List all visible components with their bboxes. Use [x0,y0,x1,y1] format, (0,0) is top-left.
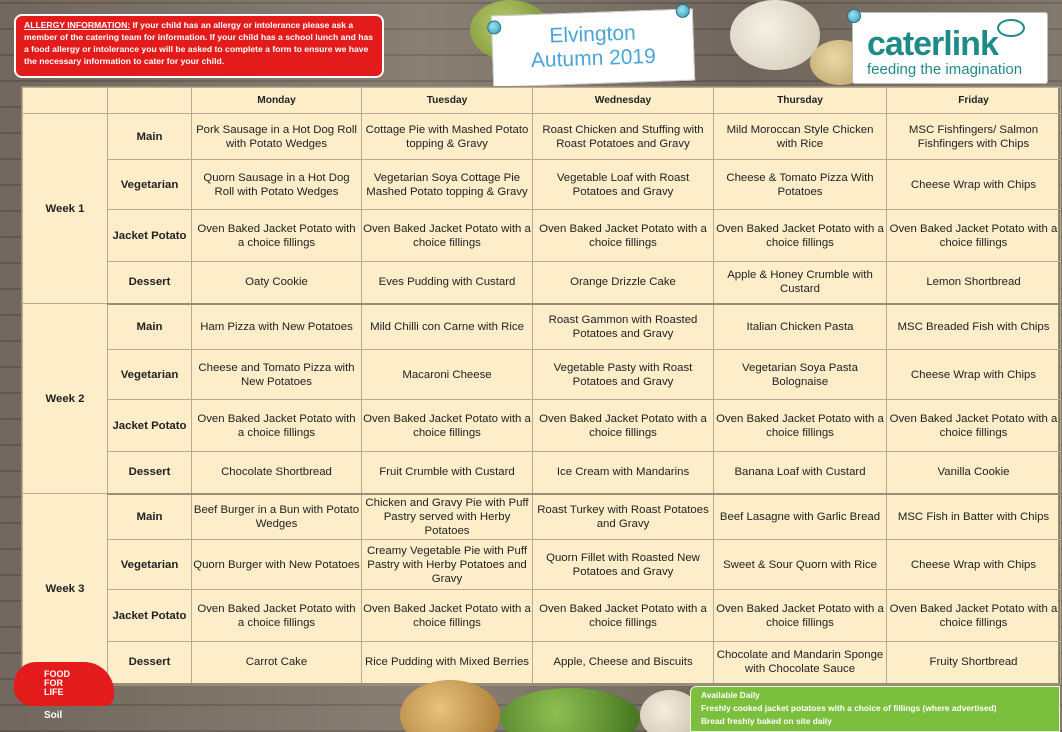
category-label: Main [108,114,192,160]
menu-item: Oven Baked Jacket Potato with a choice fillings [192,590,362,642]
menu-item: Mild Moroccan Style Chicken with Rice [714,114,887,160]
menu-item: Oven Baked Jacket Potato with a choice fillings [192,400,362,452]
menu-item: Cheese Wrap with Chips [887,350,1061,400]
menu-item: Creamy Vegetable Pie with Puff Pastry with Herby Potatoes and Gravy [362,540,533,590]
menu-item: Vegetable Loaf with Roast Potatoes and Gravy [533,160,714,210]
menu-item: Fruit Crumble with Custard [362,452,533,494]
food-for-life-logo [14,662,124,724]
speech-bubble-icon [997,19,1025,37]
menu-row [23,210,1061,262]
menu-item: Vegetable Pasty with Roast Potatoes and Gravy [533,350,714,400]
menu-item: Oven Baked Jacket Potato with a choice fillings [887,400,1061,452]
category-label: Dessert [108,452,192,494]
menu-item: Roast Chicken and Stuffing with Roast Potatoes and Gravy [533,114,714,160]
menu-item: Chocolate and Mandarin Sponge with Chocolate Sauce [714,642,887,684]
menu-item: MSC Fish in Batter with Chips [887,494,1061,540]
menu-item: Oven Baked Jacket Potato with a choice fillings [714,590,887,642]
menu-row [23,494,1061,540]
menu-table-container [21,86,1059,686]
available-heading: Available Daily [701,690,760,700]
category-label: Jacket Potato [108,210,192,262]
category-label: Vegetarian [108,160,192,210]
day-header: Tuesday [362,88,533,114]
pin-icon [847,9,861,23]
available-line: Freshly cooked jacket potatoes with a choice of fillings (where advertised) [701,703,997,713]
menu-item: Oven Baked Jacket Potato with a choice fillings [362,590,533,642]
menu-item: Macaroni Cheese [362,350,533,400]
menu-body [23,114,1061,684]
menu-item: Pork Sausage in a Hot Dog Roll with Potato Wedges [192,114,362,160]
menu-row [23,160,1061,210]
menu-item: Roast Turkey with Roast Potatoes and Gravy [533,494,714,540]
week-label: Week 2 [23,304,108,494]
category-label: Vegetarian [108,540,192,590]
menu-item: Cheese Wrap with Chips [887,160,1061,210]
category-label: Main [108,494,192,540]
menu-item: Vegetarian Soya Pasta Bolognaise [714,350,887,400]
category-label: Dessert [108,262,192,304]
allergy-heading: ALLERGY INFORMATION: [24,20,131,30]
vegetable-decoration [730,0,820,70]
menu-row [23,400,1061,452]
available-daily-box [690,686,1060,732]
category-label: Vegetarian [108,350,192,400]
menu-item: Apple & Honey Crumble with Custard [714,262,887,304]
menu-item: Banana Loaf with Custard [714,452,887,494]
menu-item: Oven Baked Jacket Potato with a choice fillings [533,400,714,452]
menu-item: Cheese Wrap with Chips [887,540,1061,590]
menu-item: Quorn Burger with New Potatoes [192,540,362,590]
header-blank [108,88,192,114]
menu-item: Rice Pudding with Mixed Berries [362,642,533,684]
menu-title-card [491,8,695,87]
menu-item: Apple, Cheese and Biscuits [533,642,714,684]
menu-item: Cheese and Tomato Pizza with New Potatoes [192,350,362,400]
menu-row [23,114,1061,160]
menu-item: Oven Baked Jacket Potato with a choice fillings [362,210,533,262]
menu-row [23,642,1061,684]
menu-row [23,304,1061,350]
menu-table [22,87,1061,685]
vegetable-decoration [500,688,640,732]
week-label: Week 1 [23,114,108,304]
menu-item: Roast Gammon with Roasted Potatoes and Gravy [533,304,714,350]
menu-item: Beef Lasagne with Garlic Bread [714,494,887,540]
menu-row [23,590,1061,642]
menu-item: Oven Baked Jacket Potato with a choice fillings [192,210,362,262]
logo-text: FOOD FOR LIFE [44,669,70,697]
menu-item: Orange Drizzle Cake [533,262,714,304]
menu-item: Chicken and Gravy Pie with Puff Pastry served with Herby Potatoes [362,494,533,540]
menu-item: Quorn Fillet with Roasted New Potatoes and Gravy [533,540,714,590]
menu-item: Oven Baked Jacket Potato with a choice fillings [533,590,714,642]
category-label: Main [108,304,192,350]
menu-item: Oven Baked Jacket Potato with a choice fillings [714,210,887,262]
menu-item: MSC Fishfingers/ Salmon Fishfingers with Chips [887,114,1061,160]
menu-item: Chocolate Shortbread [192,452,362,494]
menu-season: Autumn 2019 [530,44,657,73]
menu-item: MSC Breaded Fish with Chips [887,304,1061,350]
menu-item: Vegetarian Soya Cottage Pie Mashed Potato topping & Gravy [362,160,533,210]
menu-item: Cheese & Tomato Pizza With Potatoes [714,160,887,210]
school-name: Elvington [548,21,637,48]
caterlink-logo [852,12,1048,84]
menu-item: Carrot Cake [192,642,362,684]
menu-item: Oven Baked Jacket Potato with a choice fillings [714,400,887,452]
day-header-row [23,88,1061,114]
menu-item: Italian Chicken Pasta [714,304,887,350]
menu-item: Oven Baked Jacket Potato with a choice fillings [533,210,714,262]
day-header: Wednesday [533,88,714,114]
menu-row [23,350,1061,400]
menu-item: Lemon Shortbread [887,262,1061,304]
menu-item: Oven Baked Jacket Potato with a choice fillings [887,210,1061,262]
menu-item: Sweet & Sour Quorn with Rice [714,540,887,590]
menu-item: Cottage Pie with Mashed Potato topping & Gravy [362,114,533,160]
menu-item: Mild Chilli con Carne with Rice [362,304,533,350]
brand-tagline: feeding the imagination [867,61,1023,78]
menu-item: Fruity Shortbread [887,642,1061,684]
pin-icon [676,4,690,18]
available-line: Bread freshly baked on site daily [701,716,832,726]
menu-item: Vanilla Cookie [887,452,1061,494]
allergy-text: If your child has an allergy or intolerance please ask a member of the catering team for information. If your child has a school lunch and has a food allergy or intolerance you will be asked to complete a form to ensure we have the necessary information to cater for your child. [24,20,374,66]
category-label: Jacket Potato [108,590,192,642]
week-label: Week 3 [23,494,108,684]
day-header: Friday [887,88,1061,114]
category-label: Dessert [108,642,192,684]
menu-item: Oven Baked Jacket Potato with a choice fillings [887,590,1061,642]
menu-row [23,262,1061,304]
logo-soil-text: Soil [44,710,63,721]
allergy-info-box [14,14,384,78]
header-blank [23,88,108,114]
menu-row [23,540,1061,590]
menu-item: Oven Baked Jacket Potato with a choice fillings [362,400,533,452]
vegetable-decoration [400,680,500,732]
menu-item: Oaty Cookie [192,262,362,304]
day-header: Thursday [714,88,887,114]
menu-item: Ice Cream with Mandarins [533,452,714,494]
menu-item: Eves Pudding with Custard [362,262,533,304]
menu-item: Ham Pizza with New Potatoes [192,304,362,350]
category-label: Jacket Potato [108,400,192,452]
menu-item: Quorn Sausage in a Hot Dog Roll with Potato Wedges [192,160,362,210]
menu-row [23,452,1061,494]
menu-item: Beef Burger in a Bun with Potato Wedges [192,494,362,540]
brand-name: caterlink [867,25,998,63]
day-header: Monday [192,88,362,114]
